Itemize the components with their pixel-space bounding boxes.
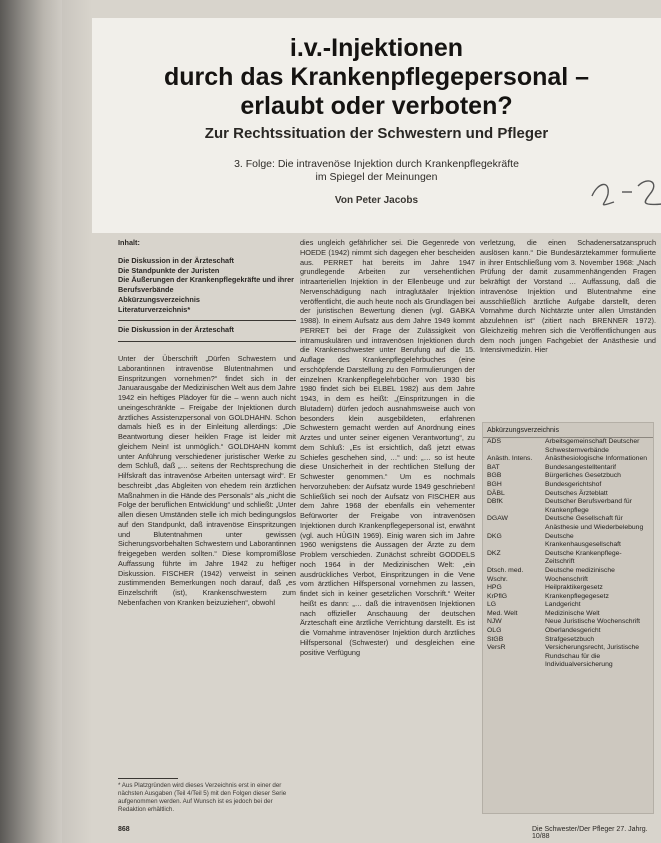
abbreviation-row	[483, 464, 653, 473]
abbreviation-row	[483, 601, 653, 610]
abbreviation-key: BGB	[487, 472, 502, 480]
abbreviation-row	[483, 627, 653, 636]
table-of-contents	[118, 256, 296, 315]
column-3	[480, 238, 656, 355]
abbreviation-meaning: Oberlandesgericht	[545, 627, 601, 635]
toc-item: Die Äußerungen der Krankenpflegekräfte und ihrer Berufsverbände	[118, 275, 294, 294]
abbreviation-row	[483, 584, 653, 593]
abbreviation-key: HPG	[487, 584, 502, 592]
toc-item: Abkürzungsverzeichnis	[118, 294, 200, 304]
toc-item: Die Diskussion in der Ärzteschaft	[118, 255, 234, 265]
abbreviation-row	[483, 481, 653, 490]
abbreviation-row	[483, 618, 653, 627]
abbreviation-row	[483, 438, 653, 455]
footnote: * Aus Platzgründen wird dieses Verzeichnis erst in einer der nächsten Ausgaben (Teil 4/Teil 5) mit den Folgen dieser Serie aufgenommen werden. Auf Wunsch ist es jedoch bei der Redaktion erhältlich.	[118, 782, 287, 813]
abbreviation-meaning: Deutsche Krankenpflege-Zeitschrift	[545, 549, 622, 566]
author-byline: Von Peter Jacobs	[334, 195, 419, 206]
abbreviation-meaning: Deutsche Krankenhausgesellschaft	[545, 532, 621, 549]
abbreviation-meaning: Neue Juristische Wochenschrift	[545, 618, 641, 626]
abbreviation-key: DKG	[487, 532, 502, 540]
abbreviation-row	[483, 533, 653, 550]
abbreviation-row	[483, 644, 653, 670]
abbreviation-meaning: Bundesangestelltentarif	[545, 463, 617, 471]
toc-item: Literaturverzeichnis*	[118, 304, 191, 314]
abbreviation-meaning: Arbeitsgemeinschaft Deutscher Schwesternverbände	[545, 438, 640, 454]
abbreviation-meaning: Versicherungsrecht, Juristische Rundschau für die Individualversicherung	[545, 644, 640, 669]
title-line-2: durch das Krankenpflegepersonal –	[163, 63, 590, 91]
abbreviation-key: OLG	[487, 627, 502, 635]
footnote-divider	[118, 778, 178, 779]
abbreviation-key: NJW	[487, 618, 502, 626]
divider	[118, 320, 296, 321]
abbreviation-key: DÄBL	[487, 489, 505, 497]
abbreviation-meaning: Landgericht	[545, 601, 581, 609]
abbreviation-meaning: Deutscher Berufsverband für Krankenpflege	[545, 498, 632, 514]
abbreviation-row	[483, 636, 653, 645]
abbreviation-row	[483, 490, 653, 499]
abbreviation-key: StGB	[487, 635, 504, 643]
body-text-col1: Unter der Überschrift „Dürfen Schwestern und Laborantinnen intravenöse Blutentnahmen und Einspritzungen vornehmen?“ findet sich in der Januarausgabe der Medizinischen Welt aus dem Jahre 1942 ein heftiges Plädoyer für die – wenn auch nicht uneingeschränkte – Freigabe der Injektionen durch ärztliches Assistenzpersonal von GOLDHAHN. Schon damals hieß es in der Einleitung allerdings: „Die Beantwortung dieser heiklen Frage ist leider mit gleichem Nein! ist unmöglich.“ GOLDHAHN kommt unter Anführung verschiedener juristischer Werke zu dem Schluß, daß „… seitens der Rechtsprechung die Hilfskraft das intravenöse Arbeiten untersagt wird“. Er beschreibt „das Abgleiten von ehedem rein ärztlichen Maßnahmen in die Hände des Personals“ als „nicht die Folge der beruflichen Entwicklung“ und schließt: „Unter allen diesen Umständen stelle ich mich bedingungslos auf den Standpunkt, daß intravenöse Einspritzungen und Blutentnahmen unter gewissen Sicherungsvorbehalten Schwestern und Laborantinnen freigegeben werden sollten.“ Diese kompromißlose Auffassung führte im Jahre 1942 zu heftiger Diskussion. FISCHER (1942) verweist in seinen zustimmenden Bemerkungen noch darauf, daß „es Einzelschrift (ist), Krankenschwestern zum Nebenfachen von Kranken beizuziehen“, obwohl	[118, 354, 296, 607]
handwritten-annotation	[588, 168, 661, 212]
abbreviation-key: BGH	[487, 480, 502, 488]
abbreviation-row	[483, 610, 653, 619]
divider	[118, 341, 296, 342]
abbreviation-meaning: Deutsche Gesellschaft für Anästhesie und Wiederbelebung	[545, 515, 644, 531]
abbreviation-row	[483, 550, 653, 567]
series-line-1: 3. Folge: Die intravenöse Injektion durch Krankenpflegekräfte	[234, 158, 519, 170]
column-2	[300, 238, 475, 657]
section-heading: Die Diskussion in der Ärzteschaft	[118, 325, 234, 335]
page-gutter	[62, 0, 92, 843]
abbreviation-row	[483, 567, 653, 584]
abbreviation-meaning: Deutsche medizinische Wochenschrift	[545, 566, 615, 583]
abbreviation-row	[483, 593, 653, 602]
abbreviation-meaning: Krankenpflegegesetz	[545, 592, 609, 600]
abbreviation-key: Anästh. Intens.	[487, 455, 533, 463]
title-line-1: i.v.-Injektionen	[289, 34, 464, 62]
title-line-3: erlaubt oder verboten?	[240, 92, 513, 120]
abbreviation-key: KrPflG	[487, 592, 508, 600]
inhalt-heading: Inhalt:	[118, 238, 140, 247]
column-1	[118, 238, 296, 608]
abbreviation-meaning: Heilpraktikergesetz	[545, 584, 603, 592]
abbreviation-key: BAT	[487, 463, 500, 471]
series-note	[92, 158, 661, 184]
abbreviation-row	[483, 472, 653, 481]
journal-footer: Die Schwester/Der Pfleger 27. Jahrg. 10/88	[532, 826, 648, 840]
book-spine-shadow	[0, 0, 62, 843]
abbreviation-meaning: Strafgesetzbuch	[545, 635, 595, 643]
abbreviation-meaning: Bürgerliches Gesetzbuch	[545, 472, 621, 480]
abbreviation-key: DKZ	[487, 549, 501, 557]
abbreviation-row	[483, 498, 653, 515]
abbreviation-meaning: Deutsches Ärzteblatt	[545, 489, 608, 497]
abbreviation-key: Med. Welt	[487, 609, 518, 617]
abbreviation-key: LG	[487, 601, 497, 609]
article-subtitle: Zur Rechtssituation der Schwestern und Pfleger	[204, 125, 549, 142]
abbreviation-row	[483, 455, 653, 464]
body-text-col3: verletzung, die einen Schadenersatzanspruch auslösen kann.“ Die Bundesärztekammer formulierte in ihrer Entschließung vom 3. November 1968: „Nach Prüfung der damit zusammenhängenden Fragen bekräftigt der Vorstand … Auffassung, daß die intravenöse Injektion und Blutentnahme eine ausschließlich ärztliche Aufgabe darstellt, deren Vornahme durch Nichtärzte unter allen Umständen abzulehnen ist“ (zitiert nach BRENNER 1972). Gleichzeitig mehren sich die Veröffentlichungen aus dem noch jungen Fachgebiet der Anästhesie und Intensivmedizin. Hier	[480, 238, 656, 355]
abbreviations-title: Abkürzungsverzeichnis	[483, 423, 653, 438]
abbreviation-key: ADS	[487, 438, 501, 445]
abbreviations-box	[482, 422, 654, 814]
abbreviation-key: Dtsch. med. Wschr.	[487, 566, 524, 583]
abbreviation-key: DGAW	[487, 515, 508, 523]
abbreviation-meaning: Medizinische Welt	[545, 609, 600, 617]
abbreviations-list	[483, 438, 653, 670]
abbreviation-meaning: Anästhesiologische Informationen	[545, 455, 648, 463]
page-number: 868	[118, 826, 130, 833]
abbreviation-key: VersR	[487, 644, 506, 652]
abbreviation-key: DBfK	[487, 498, 503, 506]
body-text-col2: dies ungleich gefährlicher sei. Die Gegenrede von HOEDE (1942) nimmt sich dagegen eher bescheiden aus. PERRET hat bereits im Jahre 1947 grundlegende Arbeiten zur versehentlichen intraarteriellen Injektion in der Ellenbeuge und zur Nervenschädigung nach intraglutäaler Injektion veröffentlicht, die auch heute noch als Grundlagen bei der juristischen Bewertung dienen (vgl. GABKA 1988). In einem Aufsatz aus dem Jahre 1949 kommt PERRET bei der Frage der Zulässigkeit von intramuskulären und intravenösen Injektionen durch die Krankenschwester unter Berufung auf die 15. Auflage des Krankenpflegelehrbuches (eine erschöpfende Darstellung zu den Formulierungen der einzelnen Krankenpflegelehrbücher von 1930 bis 1980 findet sich bei ELBEL 1982) aus dem Jahre 1943, in dem es heißt: „(Einspritzungen in die Blutadern) dürfen jedoch ausnahmsweise auch von besonders klein ausgebildeten, erfahrenen Schwestern gemacht werden auf Anordnung eines Arztes und unter seiner eigenen Verantwortung“, zu dem Schluß: „Es ist ersichtlich, daß jetzt etwas Schiefes geschehen sind, …“ und: „… so ist heute diese Unsicherheit in der rechtlichen Stellung der Schwester genommen.“ Um es nochmals hervorzuheben: der Aufsatz wurde 1949 geschrieben! Schließlich sei noch der Aufsatz von FISCHER aus dem Jahre 1968 der ebenfalls ein vehementer Befürworter der Freigabe von intravenösen Injektionen durch Krankenpflegepersonal ist, erwähnt (vgl. auch HÜGIN 1969). Einig waren sich im Jahre 1960 wenigstens die Aussagen der Ärzte zu dem Problem verschieden. Zunächst schreibt GODDELS noch 1964 in der Medizinischen Welt: „ein ausdrückliches Verbot, Einspritzungen in die Vene vom ärztlichen Hilfspersonal vornehmen zu lassen, findet sich in keiner gesetzlichen Vorschrift.“ Weiter heißt es dann: „… daß die intravenösen Injektionen nach offizieller Anschauung der deutschen Ärzteschaft eine ärztliche Verrichtung darstellt. Es ist die Vornahme intravenöser Injektion durch ärztliches Hilfspersonal (Schwester) und desgleichen eine positive Verfügung	[300, 238, 475, 657]
article-title	[92, 34, 661, 121]
series-line-2: im Spiegel der Meinungen	[315, 171, 438, 183]
article-header	[92, 18, 661, 233]
toc-item: Die Standpunkte der Juristen	[118, 265, 220, 275]
abbreviation-meaning: Bundesgerichtshof	[545, 480, 602, 488]
abbreviation-row	[483, 515, 653, 532]
